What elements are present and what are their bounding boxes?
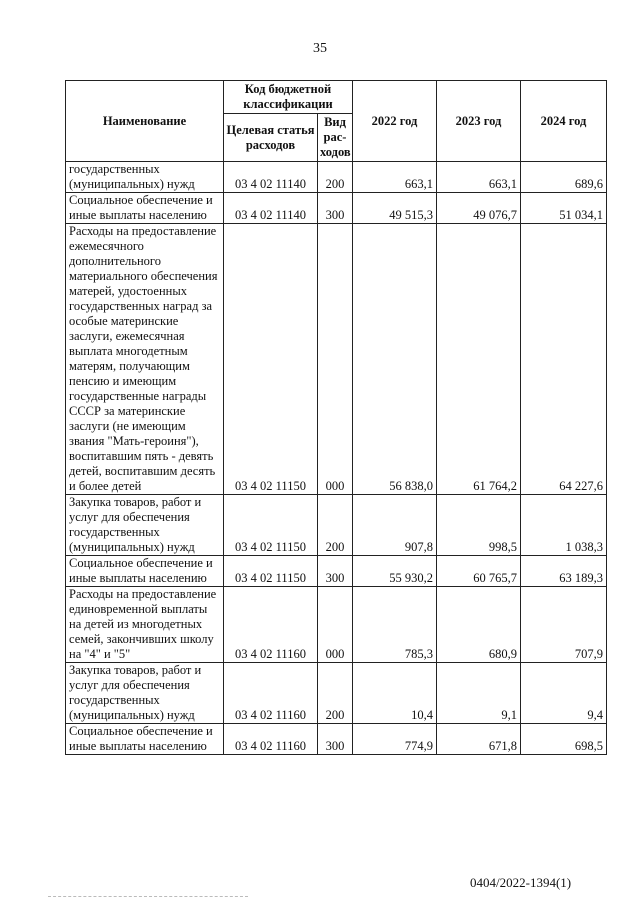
row-2022: 907,8 xyxy=(353,495,437,556)
page-number: 35 xyxy=(313,41,327,56)
row-code: 03 4 02 11140 xyxy=(224,162,318,193)
row-kind: 300 xyxy=(318,193,353,224)
row-code: 03 4 02 11160 xyxy=(224,663,318,724)
row-2023: 9,1 xyxy=(437,663,521,724)
row-2023: 680,9 xyxy=(437,587,521,663)
row-2023: 663,1 xyxy=(437,162,521,193)
table-row xyxy=(66,556,607,587)
row-2023: 61 764,2 xyxy=(437,224,521,495)
row-code: 03 4 02 11160 xyxy=(224,724,318,755)
table-header-row xyxy=(66,81,607,114)
row-name: Социальное обеспечение и иные выплаты населению xyxy=(66,724,224,755)
row-2024: 63 189,3 xyxy=(521,556,607,587)
row-kind: 000 xyxy=(318,224,353,495)
row-2023: 60 765,7 xyxy=(437,556,521,587)
header-code-kind: Вид рас-ходов xyxy=(318,114,353,162)
row-2024: 64 227,6 xyxy=(521,224,607,495)
row-kind: 300 xyxy=(318,724,353,755)
row-2022: 663,1 xyxy=(353,162,437,193)
table-row xyxy=(66,224,607,495)
header-code-group: Код бюджетной классификации xyxy=(224,81,353,114)
table-row xyxy=(66,724,607,755)
budget-table xyxy=(65,80,607,755)
row-2022: 10,4 xyxy=(353,663,437,724)
row-2022: 49 515,3 xyxy=(353,193,437,224)
row-code: 03 4 02 11150 xyxy=(224,495,318,556)
table-row xyxy=(66,663,607,724)
row-name: Социальное обеспечение и иные выплаты населению xyxy=(66,556,224,587)
row-2024: 9,4 xyxy=(521,663,607,724)
row-2023: 671,8 xyxy=(437,724,521,755)
header-2023: 2023 год xyxy=(437,81,521,162)
header-name: Наименование xyxy=(66,81,224,162)
row-2023: 998,5 xyxy=(437,495,521,556)
row-2024: 1 038,3 xyxy=(521,495,607,556)
row-2024: 51 034,1 xyxy=(521,193,607,224)
row-code: 03 4 02 11160 xyxy=(224,587,318,663)
footer-rule xyxy=(48,896,248,897)
row-kind: 200 xyxy=(318,162,353,193)
table-row xyxy=(66,495,607,556)
row-2022: 56 838,0 xyxy=(353,224,437,495)
row-name: Расходы на предоставление единовременной выплаты на детей из многодетных семей, закончивших школу на "4" и "5" xyxy=(66,587,224,663)
table-row xyxy=(66,587,607,663)
row-2022: 774,9 xyxy=(353,724,437,755)
row-name: Закупка товаров, работ и услуг для обеспечения государственных (муниципальных) нужд xyxy=(66,495,224,556)
row-name: Расходы на предоставление ежемесячного дополнительного материального обеспечения матерей, удостоенных государственных наград за особые материнские заслуги, ежемесячная выплата многодетным матерям, получающим пенсию и имеющим государственные награды СССР за материнские заслуги (не имеющим звания "Мать-героиня"), воспитавшим пять - девять детей, воспитавшим десять и более детей xyxy=(66,224,224,495)
row-name: Социальное обеспечение и иные выплаты населению xyxy=(66,193,224,224)
table-row xyxy=(66,162,607,193)
header-2024: 2024 год xyxy=(521,81,607,162)
row-name: Закупка товаров, работ и услуг для обеспечения государственных (муниципальных) нужд xyxy=(66,663,224,724)
header-code-target: Целевая статья расходов xyxy=(224,114,318,162)
row-code: 03 4 02 11150 xyxy=(224,556,318,587)
row-2024: 707,9 xyxy=(521,587,607,663)
row-kind: 200 xyxy=(318,663,353,724)
document-id: 0404/2022-1394(1) xyxy=(470,875,572,890)
row-code: 03 4 02 11150 xyxy=(224,224,318,495)
row-name: государственных (муниципальных) нужд xyxy=(66,162,224,193)
row-kind: 200 xyxy=(318,495,353,556)
row-code: 03 4 02 11140 xyxy=(224,193,318,224)
row-2024: 698,5 xyxy=(521,724,607,755)
row-2022: 785,3 xyxy=(353,587,437,663)
row-2022: 55 930,2 xyxy=(353,556,437,587)
row-2023: 49 076,7 xyxy=(437,193,521,224)
table-row xyxy=(66,193,607,224)
header-2022: 2022 год xyxy=(353,81,437,162)
row-2024: 689,6 xyxy=(521,162,607,193)
row-kind: 000 xyxy=(318,587,353,663)
row-kind: 300 xyxy=(318,556,353,587)
